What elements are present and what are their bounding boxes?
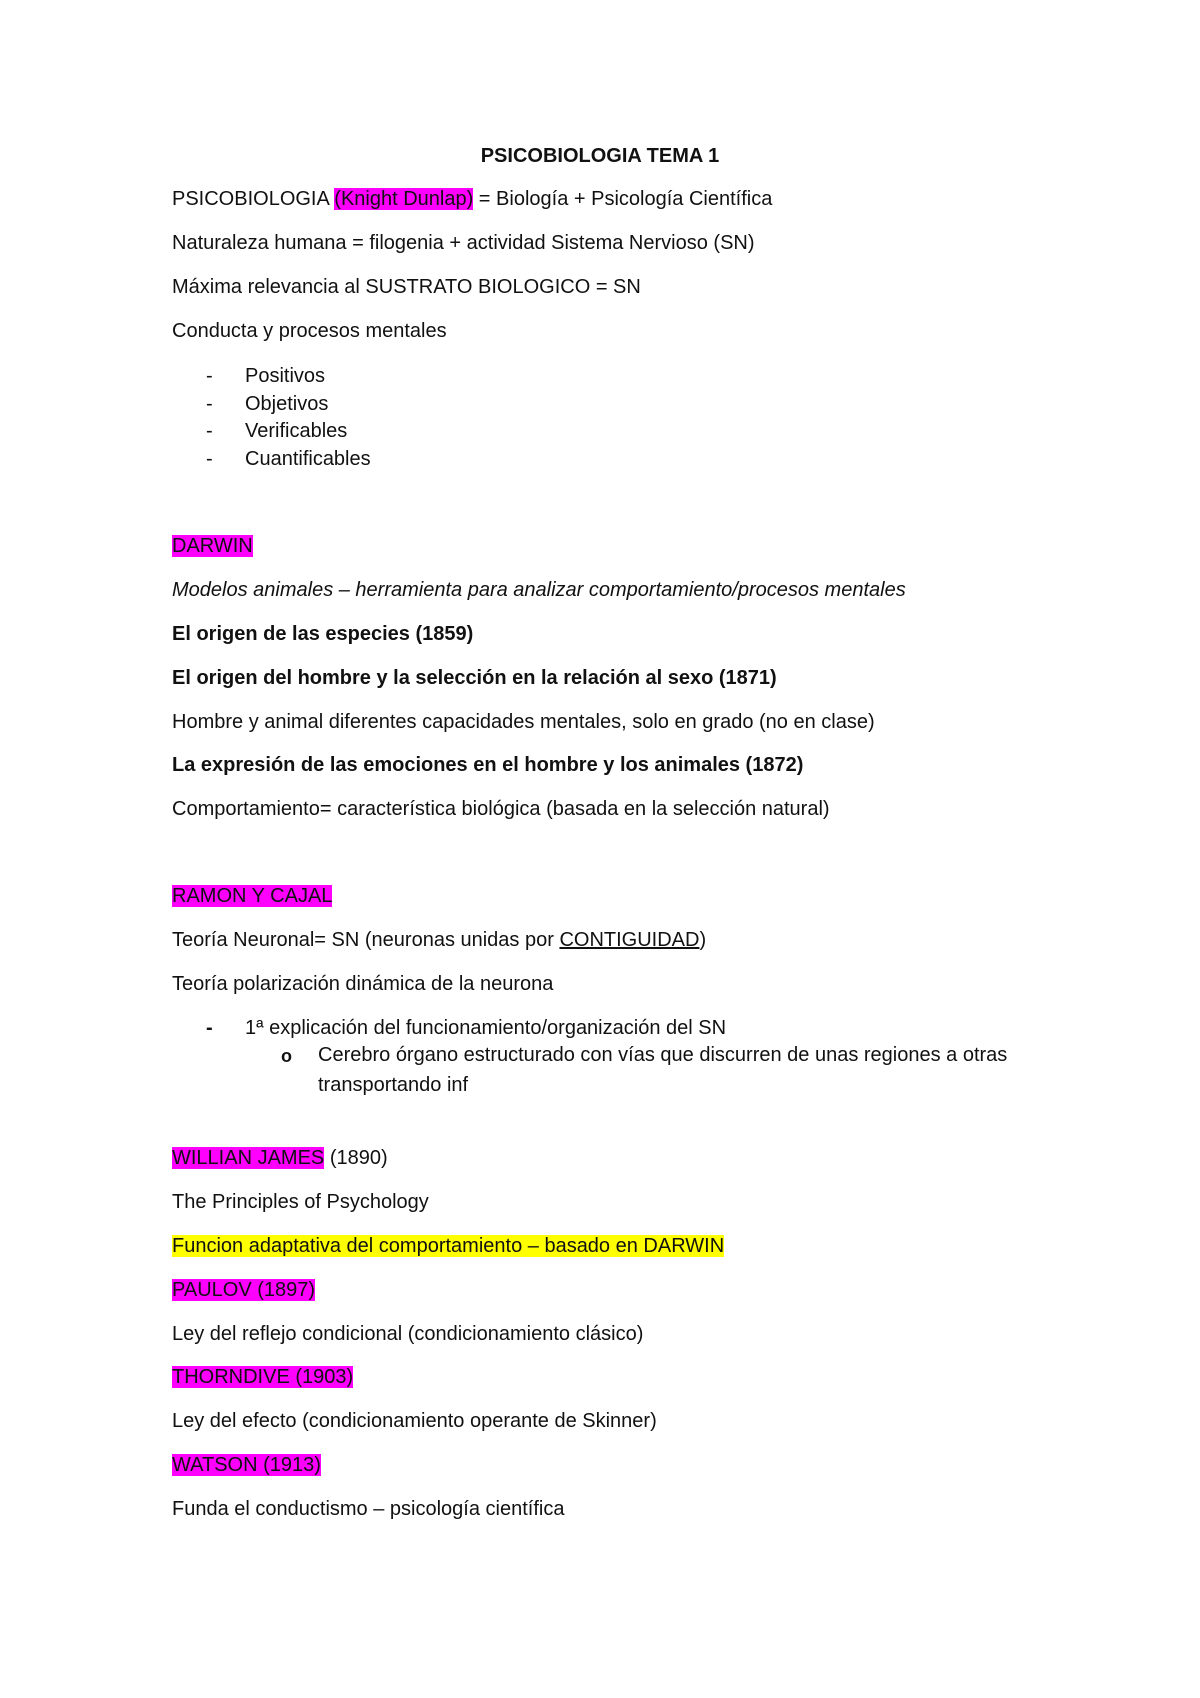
underline-contiguidad: CONTIGUIDAD: [559, 929, 700, 951]
list-bullet: -: [206, 365, 213, 387]
paulov-line: Ley del reflejo condicional (condicionamiento clásico): [172, 1323, 644, 1345]
list-bullet: -: [206, 448, 213, 470]
list-item: Objetivos: [245, 393, 329, 415]
intro-line-3: Máxima relevancia al SUSTRATO BIOLOGICO = SN: [172, 276, 641, 298]
darwin-italic-line: Modelos animales – herramienta para analizar comportamiento/procesos mentales: [172, 579, 906, 601]
cajal-line-2: Teoría polarización dinámica de la neurona: [172, 973, 554, 995]
cajal-heading: [172, 882, 332, 910]
document-title: PSICOBIOLOGIA TEMA 1: [480, 145, 720, 167]
darwin-book-2: El origen del hombre y la selección en la relación al sexo (1871): [172, 667, 777, 689]
cajal-line-1: [172, 926, 706, 954]
list-bullet: -: [206, 393, 213, 415]
highlight-watson: WATSON (1913): [172, 1454, 321, 1476]
james-line-2: [172, 1232, 724, 1260]
darwin-book-3: La expresión de las emociones en el hombre y los animales (1872): [172, 754, 804, 776]
darwin-line-a: Hombre y animal diferentes capacidades mentales, solo en grado (no en clase): [172, 711, 875, 733]
paulov-heading: [172, 1276, 315, 1304]
highlight-ramon-y-cajal: RAMON Y CAJAL: [172, 885, 333, 907]
darwin-heading: [172, 532, 253, 560]
text-segment: (1890): [324, 1147, 388, 1169]
list-bullet: -: [206, 420, 213, 442]
list-bullet: -: [206, 1017, 213, 1039]
text-segment: = Biología + Psicología Científica: [473, 188, 773, 210]
watson-heading: [172, 1451, 321, 1479]
sub-list-bullet: o: [281, 1046, 292, 1066]
highlight-paulov: PAULOV (1897): [172, 1279, 316, 1301]
darwin-line-b: Comportamiento= característica biológica (basada en la selección natural): [172, 798, 830, 820]
highlight-thorndive: THORNDIVE (1903): [172, 1366, 354, 1388]
text-segment: Teoría Neuronal= SN (neuronas unidas por: [172, 929, 560, 951]
thorndive-line: Ley del efecto (condicionamiento operante de Skinner): [172, 1410, 657, 1432]
intro-line-2: Naturaleza humana = filogenia + actividad Sistema Nervioso (SN): [172, 232, 755, 254]
list-item: 1ª explicación del funcionamiento/organización del SN: [245, 1017, 727, 1039]
watson-line: Funda el conductismo – psicología científica: [172, 1498, 565, 1520]
james-line-1: The Principles of Psychology: [172, 1191, 429, 1213]
list-item: Positivos: [245, 365, 326, 387]
james-heading: [172, 1144, 388, 1172]
sub-list-item: Cerebro órgano estructurado con vías que discurren de unas regiones a otras transportando inf: [318, 1044, 1008, 1096]
intro-line-1: [172, 185, 772, 213]
highlight-darwin: DARWIN: [172, 535, 253, 557]
highlight-knight-dunlap: (Knight Dunlap): [334, 188, 474, 210]
text-segment: PSICOBIOLOGIA: [172, 188, 335, 210]
list-item: Verificables: [245, 420, 348, 442]
highlight-funcion-adaptativa: Funcion adaptativa del comportamiento – basado en DARWIN: [172, 1235, 725, 1257]
list-item: Cuantificables: [245, 448, 371, 470]
intro-line-4: Conducta y procesos mentales: [172, 320, 447, 342]
highlight-willian-james: WILLIAN JAMES: [172, 1147, 325, 1169]
thorndive-heading: [172, 1363, 353, 1391]
text-segment: ): [699, 929, 707, 951]
darwin-book-1: El origen de las especies (1859): [172, 623, 474, 645]
